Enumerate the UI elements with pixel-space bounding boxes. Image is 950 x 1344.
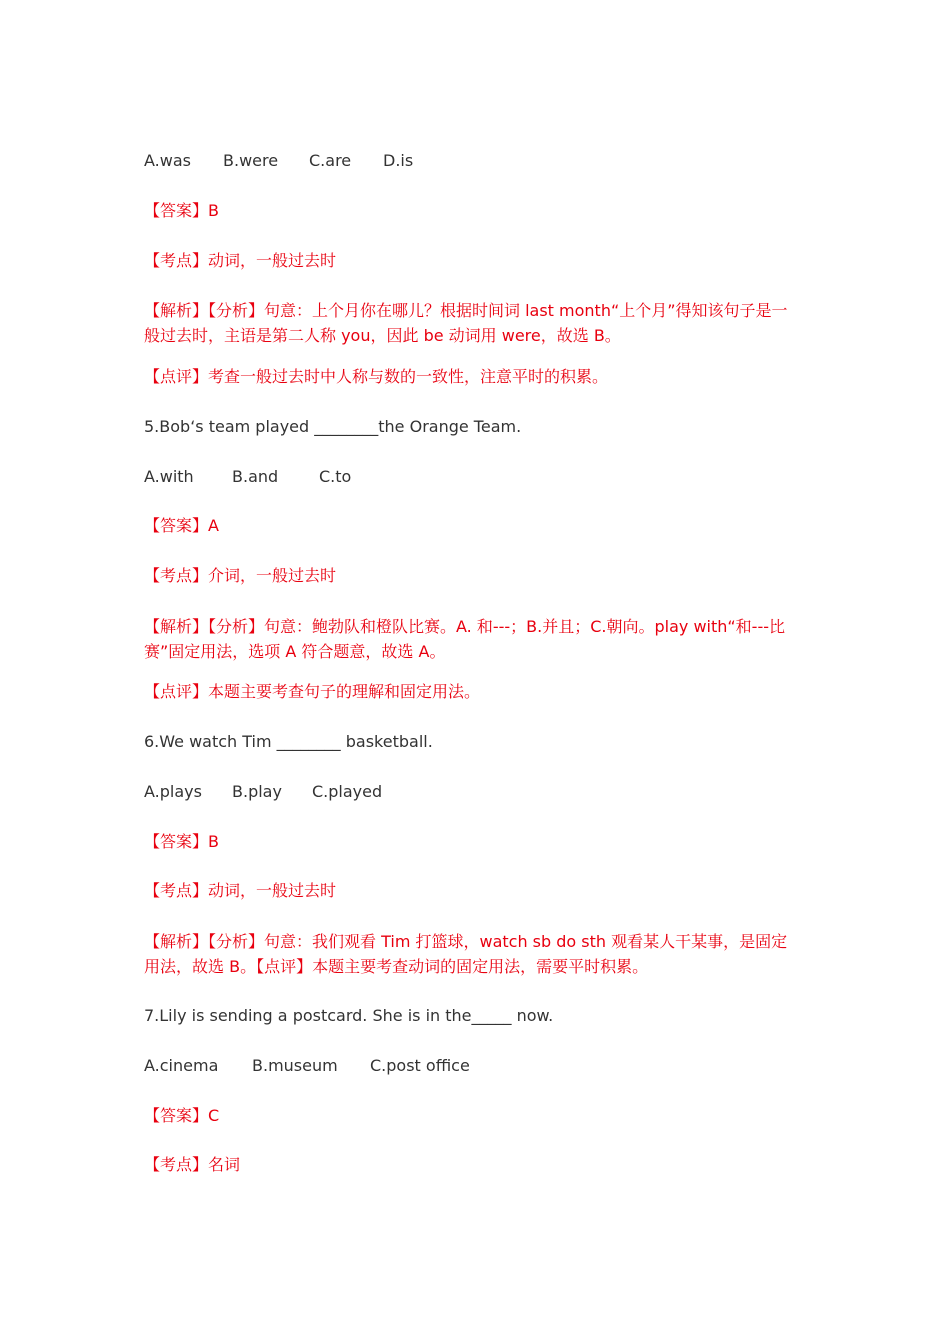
q6-point: 【考点】动词，一般过去时 — [144, 881, 337, 900]
q6-options — [144, 781, 382, 803]
q4-option-a: A.was — [144, 151, 191, 170]
q4-comment: 【点评】考查一般过去时中人称与数的一致性，注意平时的积累。 — [144, 367, 609, 386]
q4-point: 【考点】动词，一般过去时 — [144, 251, 337, 270]
q7-options — [144, 1055, 470, 1077]
q5-analysis — [144, 614, 814, 664]
q5-answer: 【答案】A — [144, 516, 219, 535]
q7-option-c: C.post office — [370, 1056, 470, 1075]
q7-option-a: A.cinema — [144, 1056, 219, 1075]
q6-option-b: B.play — [232, 782, 282, 801]
q6-question: 6.We watch Tim ________ basketball. — [144, 732, 433, 751]
q6-answer: 【答案】B — [144, 832, 219, 851]
q6-analysis-line2: 用法，故选 B。【点评】本题主要考查动词的固定用法，需要平时积累。 — [144, 957, 649, 976]
q5-option-a: A.with — [144, 467, 194, 486]
q5-options — [144, 466, 351, 488]
q6-option-c: C.played — [312, 782, 383, 801]
q6-analysis-line1: 【解析】【分析】句意：我们观看 Tim 打篮球，watch sb do sth 观看某人干某事，是固定 — [144, 932, 788, 951]
q7-point: 【考点】名词 — [144, 1155, 241, 1174]
q4-analysis-line1: 【解析】【分析】句意：上个月你在哪儿？根据时间词 last month“上个月”得知该句子是一 — [144, 301, 788, 320]
q7-option-b: B.museum — [252, 1056, 338, 1075]
q5-question: 5.Bob‘s team played ________the Orange Team. — [144, 417, 522, 436]
q5-point: 【考点】介词，一般过去时 — [144, 566, 337, 585]
q6-option-a: A.plays — [144, 782, 202, 801]
q4-analysis — [144, 298, 814, 348]
q5-option-c: C.to — [319, 467, 352, 486]
q5-option-b: B.and — [232, 467, 279, 486]
q7-question: 7.Lily is sending a postcard. She is in the_____ now. — [144, 1006, 554, 1025]
q4-option-d: D.is — [383, 151, 414, 170]
q4-answer: 【答案】B — [144, 201, 219, 220]
q5-analysis-line1: 【解析】【分析】句意：鲍勃队和橙队比赛。A. 和---；B.并且；C.朝向。play with“和---比 — [144, 617, 785, 636]
q6-analysis — [144, 929, 814, 979]
q4-analysis-line2: 般过去时，主语是第二人称 you，因此 be 动词用 were，故选 B。 — [144, 326, 621, 345]
q5-analysis-line2: 赛”固定用法，选项 A 符合题意，故选 A。 — [144, 642, 446, 661]
q4-option-c: C.are — [309, 151, 352, 170]
q7-answer: 【答案】C — [144, 1106, 220, 1125]
q4-options — [144, 150, 413, 172]
q4-option-b: B.were — [223, 151, 279, 170]
q5-comment: 【点评】本题主要考查句子的理解和固定用法。 — [144, 682, 481, 701]
